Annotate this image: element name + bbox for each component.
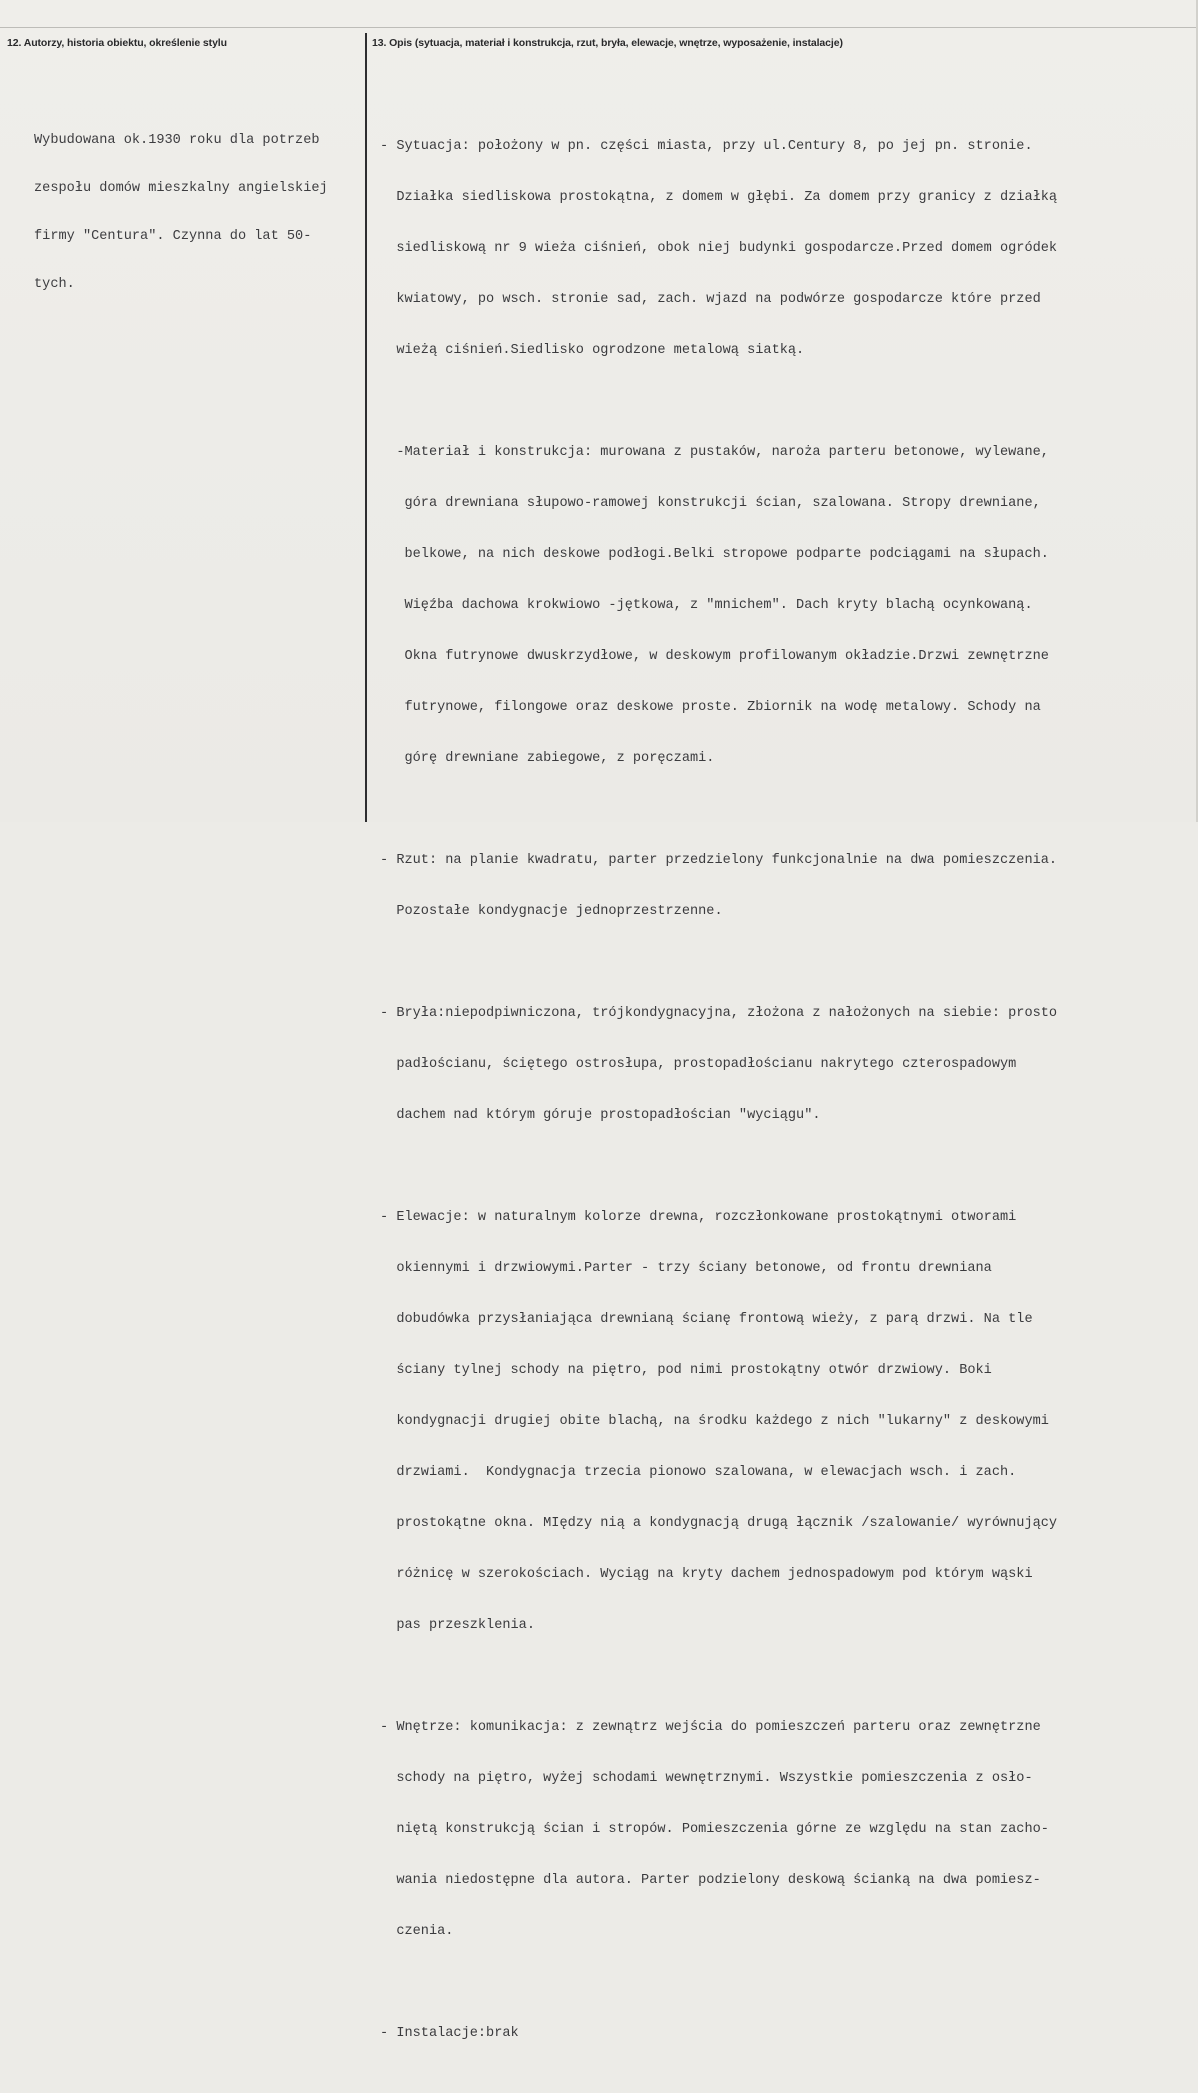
text-line: ściany tylnej schody na piętro, pod nimi prostokątny otwór drzwiowy. Boki	[380, 1363, 992, 1378]
history-line: Wybudowana ok.1930 roku dla potrzeb	[34, 133, 320, 148]
history-line: tych.	[34, 277, 75, 292]
text-line: -Materiał i konstrukcja: murowana z pustaków, naroża parteru betonowe, wylewane,	[380, 445, 1049, 460]
text-line: kwiatowy, po wsch. stronie sad, zach. wjazd na podwórze gospodarcze które przed	[380, 292, 1041, 307]
text-line: Działka siedliskowa prostokątna, z domem w głębi. Za domem przy granicy z działką	[380, 190, 1058, 205]
text-line: prostokątne okna. MIędzy nią a kondygnacją drugą łącznik /szalowanie/ wyrównujący	[380, 1516, 1058, 1531]
text-line: schody na piętro, wyżej schodami wewnętrznymi. Wszystkie pomieszczenia z osło-	[380, 1771, 1033, 1786]
text-line: czenia.	[380, 1924, 454, 1939]
history-header: 12. Autorzy, historia obiektu, określenie stylu	[7, 37, 227, 49]
text-line: pas przeszklenia.	[380, 1618, 535, 1633]
text-line: - Instalacje:brak	[380, 2026, 519, 2041]
text-line: - Bryła:niepodpiwniczona, trójkondygnacyjna, złożona z nałożonych na siebie: prosto	[380, 1006, 1058, 1021]
section-plan	[380, 818, 1195, 954]
text-line: niętą konstrukcją ścian i stropów. Pomieszczenia górne ze względu na stan zacho-	[380, 1822, 1049, 1837]
text-line: wania niedostępne dla autora. Parter podzielony deskową ścianką na dwa pomiesz-	[380, 1873, 1041, 1888]
section-installations	[380, 1991, 1195, 2076]
text-line: górę drewniane zabiegowe, z poręczami.	[380, 751, 715, 766]
text-line: Pozostałe kondygnacje jednoprzestrzenne.	[380, 904, 723, 919]
text-line: różnicę w szerokościach. Wyciąg na kryty dachem jednospadowym pod którym wąski	[380, 1567, 1033, 1582]
text-line: futrynowe, filongowe oraz deskowe proste. Zbiornik na wodę metalowy. Schody na	[380, 700, 1041, 715]
text-line: - Sytuacja: położony w pn. części miasta, przy ul.Century 8, po jej pn. stronie.	[380, 139, 1033, 154]
text-line: dachem nad którym góruje prostopadłościan "wyciągu".	[380, 1108, 821, 1123]
section-massing	[380, 971, 1195, 1158]
history-line: firmy "Centura". Czynna do lat 50-	[34, 229, 312, 244]
text-line: belkowe, na nich deskowe podłogi.Belki stropowe podparte podciągami na słupach.	[380, 547, 1049, 562]
description-text	[380, 104, 1195, 2093]
text-line: drzwiami. Kondygnacja trzecia pionowo szalowana, w elewacjach wsch. i zach.	[380, 1465, 1017, 1480]
text-line: - Elewacje: w naturalnym kolorze drewna, rozczłonkowane prostokątnymi otworami	[380, 1210, 1017, 1225]
text-line: kondygnacji drugiej obite blachą, na środku każdego z nich "lukarny" z deskowymi	[380, 1414, 1049, 1429]
text-line: Okna futrynowe dwuskrzydłowe, w deskowym profilowanym okładzie.Drzwi zewnętrzne	[380, 649, 1049, 664]
history-line: zespołu domów mieszkalny angielskiej	[34, 181, 328, 196]
text-line: - Rzut: na planie kwadratu, parter przedzielony funkcjonalnie na dwa pomieszczenia.	[380, 853, 1058, 868]
section-interior	[380, 1685, 1195, 1974]
section-elevations	[380, 1175, 1195, 1668]
description-header: 13. Opis (sytuacja, materiał i konstrukcja, rzut, bryła, elewacje, wnętrze, wyposażenie, instalacje)	[372, 37, 843, 49]
text-line: siedliskową nr 9 wieża ciśnień, obok niej budynki gospodarcze.Przed domem ogródek	[380, 241, 1058, 256]
text-line: - Wnętrze: komunikacja: z zewnątrz wejścia do pomieszczeń parteru oraz zewnętrzne	[380, 1720, 1041, 1735]
section-material	[380, 410, 1195, 801]
text-line: padłościanu, ściętego ostrosłupa, prostopadłościanu nakrytego czterospadowym	[380, 1057, 1017, 1072]
text-line: wieżą ciśnień.Siedlisko ogrodzone metalową siatką.	[380, 343, 805, 358]
text-line: Więźba dachowa krokwiowo -jętkowa, z "mnichem". Dach kryty blachą ocynkowaną.	[380, 598, 1033, 613]
text-line: góra drewniana słupowo-ramowej konstrukcji ścian, szalowana. Stropy drewniane,	[380, 496, 1041, 511]
top-rule	[0, 27, 1198, 28]
text-line: dobudówka przysłaniająca drewnianą ścianę frontową wieży, z parą drzwi. Na tle	[380, 1312, 1033, 1327]
text-line: okiennymi i drzwiowymi.Parter - trzy ściany betonowe, od frontu drewniana	[380, 1261, 992, 1276]
history-text	[34, 101, 379, 325]
section-situation	[380, 104, 1195, 393]
